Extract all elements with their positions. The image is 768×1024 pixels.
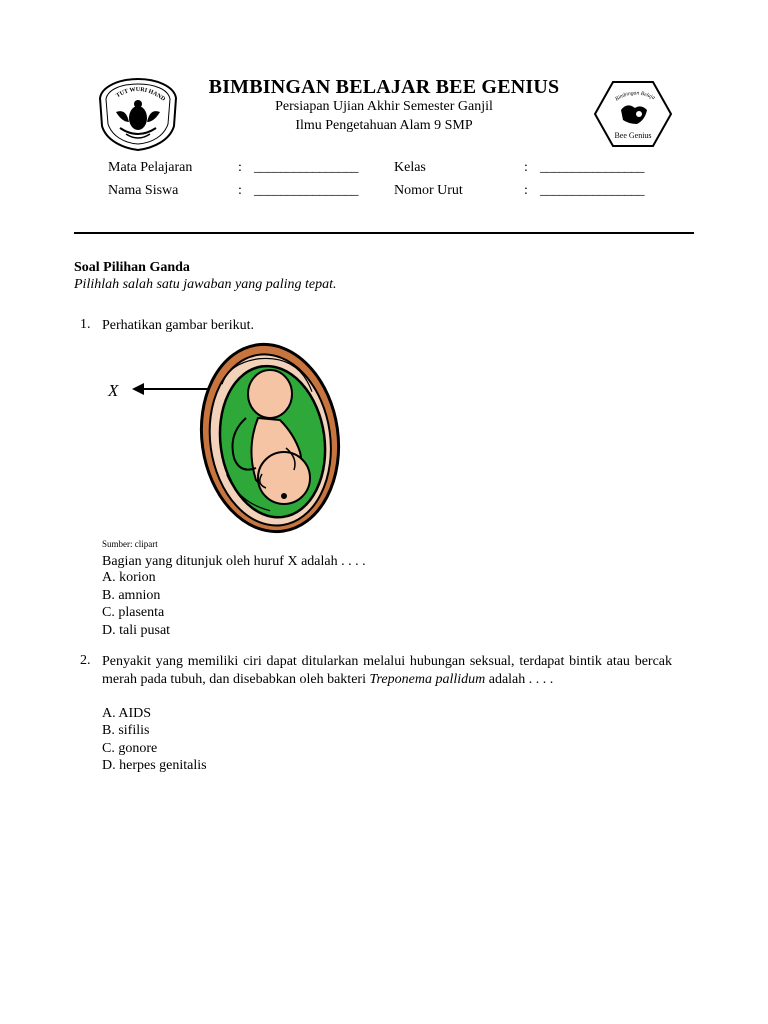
question-2-text-after: adalah . . . . xyxy=(485,672,554,687)
mata-pelajaran-field[interactable]: ________________ xyxy=(254,160,358,175)
section-title: Soal Pilihan Ganda xyxy=(74,260,190,275)
kelas-label: Kelas xyxy=(394,160,426,175)
question-1-option-c[interactable]: C. plasenta xyxy=(102,605,165,620)
figure-source: Sumber: clipart xyxy=(102,539,158,549)
figure-label-x: X xyxy=(108,381,119,400)
question-2-italic: Treponema pallidum xyxy=(369,672,486,687)
colon: : xyxy=(524,160,528,175)
question-2-option-a[interactable]: A. AIDS xyxy=(102,706,152,721)
kelas-field[interactable]: ________________ xyxy=(540,160,644,175)
question-2-option-c[interactable]: C. gonore xyxy=(102,741,158,756)
subtitle-exam: Persiapan Ujian Akhir Semester Ganjil xyxy=(275,99,493,114)
section-instruction: Pilihlah salah satu jawaban yang paling tepat. xyxy=(74,277,337,292)
question-2-text xyxy=(102,653,672,689)
question-1-option-d[interactable]: D. tali pusat xyxy=(102,623,171,638)
question-2-option-b[interactable]: B. sifilis xyxy=(102,723,150,738)
bee-genius-logo xyxy=(593,80,673,148)
nomor-urut-label: Nomor Urut xyxy=(394,183,463,198)
question-1-option-b[interactable]: B. amnion xyxy=(102,588,161,603)
colon: : xyxy=(238,160,242,175)
logo-right-arc-text: Bimbingan Belaja xyxy=(614,90,656,103)
question-2-text-before: Penyakit yang memiliki ciri dapat ditularkan melalui hubungan seksual, terdapat bintik atau bercak merah pada tubuh, dan disebabkan oleh bakteri xyxy=(102,654,672,687)
header-divider xyxy=(74,232,694,234)
question-1-number: 1. xyxy=(80,317,91,332)
question-1-prompt: Perhatikan gambar berikut. xyxy=(102,318,255,333)
page-title: BIMBINGAN BELAJAR BEE GENIUS xyxy=(208,76,560,98)
question-2-option-d[interactable]: D. herpes genitalis xyxy=(102,758,207,773)
question-2-number: 2. xyxy=(80,653,91,668)
subtitle-subject: Ilmu Pengetahuan Alam 9 SMP xyxy=(295,118,473,133)
nama-siswa-field[interactable]: ________________ xyxy=(254,183,358,198)
nomor-urut-field[interactable]: ________________ xyxy=(540,183,644,198)
question-1-text: Bagian yang ditunjuk oleh huruf X adalah . . . . xyxy=(102,554,366,569)
mata-pelajaran-label: Mata Pelajaran xyxy=(108,160,193,175)
logo-left-text: TUT WURI HAND xyxy=(115,86,166,103)
question-1-option-a[interactable]: A. korion xyxy=(102,570,156,585)
colon: : xyxy=(238,183,242,198)
nama-siswa-label: Nama Siswa xyxy=(108,183,179,198)
logo-right-text: Bee Genius xyxy=(614,131,652,140)
fetus-figure xyxy=(100,338,360,538)
colon: : xyxy=(524,183,528,198)
